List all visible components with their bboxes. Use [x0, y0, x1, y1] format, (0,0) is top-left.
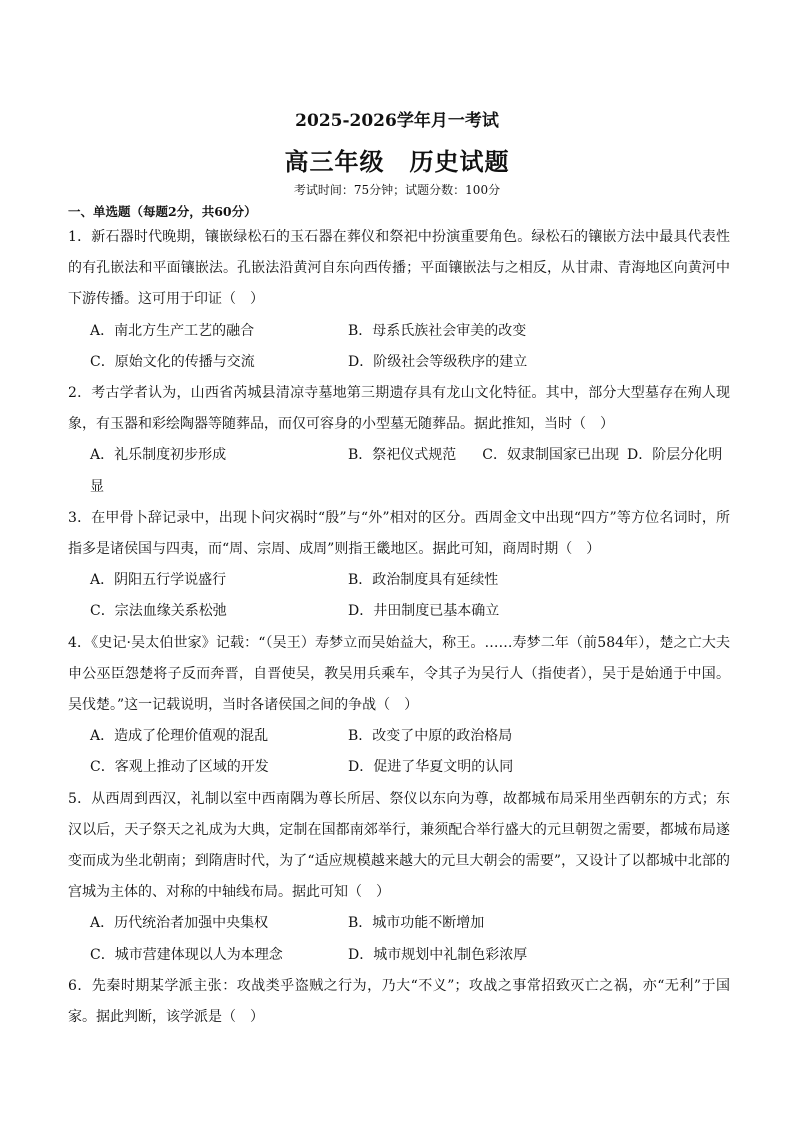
option-b[interactable]: B．母系氏族社会审美的改变 [348, 322, 527, 339]
option-c[interactable]: C．奴隶制国家已出现 [482, 447, 620, 464]
option-row [68, 596, 730, 627]
option-c[interactable]: C．原始文化的传播与交流 [90, 353, 255, 370]
option-b[interactable]: B．政治制度具有延续性 [348, 572, 499, 589]
question-stem: 4．《史记·吴太伯世家》记载：“（吴王）寿梦立而吴始益大，称王。……寿梦二年（前584年），楚之亡大夫申公巫臣怨楚将子反而奔晋，自晋使吴，教吴用兵乘车，令其子为吴行人（指使者），吴于是始通于中国。吴伐楚。”这一记载说明，当时各诸侯国之间的争战（ ） [68, 634, 730, 714]
exam-title: 2025-2026学年月一考试 [295, 111, 499, 131]
question-3 [68, 503, 730, 628]
question-stem: 2．考古学者认为，山西省芮城县清凉寺墓地第三期遗存具有龙山文化特征。其中，部分大型墓存在殉人现象，有玉器和彩绘陶器等随葬品，而仅可容身的小型墓无随葬品。据此推知，当时（ ） [68, 385, 730, 433]
option-d[interactable]: D．阶级社会等级秩序的建立 [348, 353, 528, 370]
option-a[interactable]: A．南北方生产工艺的融合 [90, 322, 255, 339]
option-d[interactable]: D．促进了华夏文明的认同 [348, 759, 514, 776]
question-6 [68, 971, 730, 1033]
exam-info: 考试时间：75分钟；试题分数：100分 [293, 183, 501, 197]
option-a[interactable]: A．阴阳五行学说盛行 [90, 572, 227, 589]
option-d-continuation: 显 [90, 478, 104, 495]
option-c[interactable]: C．城市营建体现以人为本理念 [90, 946, 283, 963]
option-row [68, 940, 730, 971]
option-d[interactable]: D．井田制度已基本确立 [348, 603, 500, 620]
option-row [68, 347, 730, 378]
option-row [68, 565, 730, 596]
option-row [68, 721, 730, 752]
section-heading: 一、单选题（每题2分，共60分） [68, 204, 257, 219]
option-row [68, 316, 730, 347]
exam-subtitle: 高三年级 历史试题 [284, 147, 510, 176]
option-b[interactable]: B．城市功能不断增加 [348, 915, 485, 932]
option-a[interactable]: A．造成了伦理价值观的混乱 [90, 728, 269, 745]
option-a[interactable]: A．历代统治者加强中央集权 [90, 915, 269, 932]
question-1 [68, 222, 730, 378]
option-d[interactable]: D．阶层分化明 [627, 447, 723, 464]
question-stem: 3．在甲骨卜辞记录中，出现卜问灾祸时“殷”与“外”相对的区分。西周金文中出现“四方”等方位名词时，所指多是诸侯国与四夷，而“周、宗周、成周”则指王畿地区。据此可知，商周时期（ ） [68, 509, 730, 558]
question-5 [68, 784, 730, 971]
option-b[interactable]: B．改变了中原的政治格局 [348, 728, 513, 745]
option-c[interactable]: C．宗法血缘关系松弛 [90, 603, 227, 620]
question-2 [68, 378, 730, 503]
option-row [68, 752, 730, 783]
option-row [68, 908, 730, 939]
question-4 [68, 628, 730, 784]
question-stem: 1．新石器时代晚期，镶嵌绿松石的玉石器在葬仪和祭祀中扮演重要角色。绿松石的镶嵌方法中最具代表性的有孔嵌法和平面镶嵌法。孔嵌法沿黄河自东向西传播；平面镶嵌法与之相反，从甘肃、青海地区向黄河中下游传播。这可用于印证（ ） [68, 229, 730, 308]
question-stem: 5．从西周到西汉，礼制以室中西南隅为尊长所居、祭仪以东向为尊，故都城布局采用坐西朝东的方式；东汉以后，天子祭天之礼成为大典，定制在国都南郊举行，兼须配合举行盛大的元旦朝贺之需要，都城布局遂变而成为坐北朝南；到隋唐时代，为了“适应规模越来越大的元旦大朝会的需要”，又设计了以都城中北部的宫城为主体的、对称的中轴线布局。据此可知（ ） [68, 790, 730, 901]
option-c[interactable]: C．客观上推动了区域的开发 [90, 759, 269, 776]
option-b[interactable]: B．祭祀仪式规范 [348, 447, 457, 464]
option-row [68, 440, 730, 502]
question-list [68, 222, 730, 1033]
option-a[interactable]: A．礼乐制度初步形成 [90, 447, 227, 464]
question-stem: 6．先秦时期某学派主张：攻战类乎盗贼之行为，乃大“不义”；攻战之事常招致灭亡之祸，亦“无利”于国家。据此判断，该学派是（ ） [68, 977, 730, 1026]
option-d[interactable]: D．城市规划中礼制色彩浓厚 [348, 946, 528, 963]
